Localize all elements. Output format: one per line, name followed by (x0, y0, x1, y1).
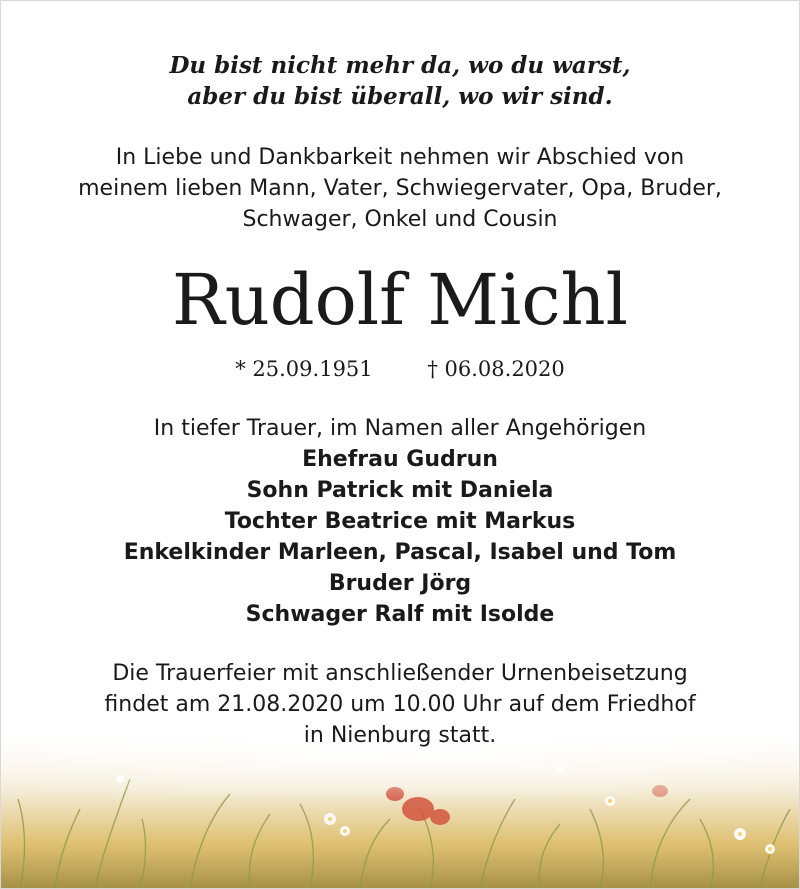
mourner-entry: Enkelkinder Marleen, Pascal, Isabel und Tom (123, 540, 677, 565)
intro-line: Schwager, Onkel und Cousin (242, 207, 558, 232)
mourners-list (0, 413, 800, 630)
life-dates (0, 354, 800, 384)
ceremony-line: Die Trauerfeier mit anschließender Urnenbeisetzung (112, 661, 688, 686)
intro-text (0, 142, 800, 235)
mourner-entry: Bruder Jörg (328, 571, 472, 596)
mourner-entry: Sohn Patrick mit Daniela (246, 478, 554, 503)
mourner-entry: Ehefrau Gudrun (302, 447, 498, 472)
motto-line: Du bist nicht mehr da, wo du warst, (169, 52, 631, 79)
mourner-entry: Tochter Beatrice mit Markus (224, 509, 576, 534)
birth-date: * 25.09.1951 (235, 357, 373, 381)
mourner-entry: Schwager Ralf mit Isolde (245, 602, 555, 627)
motto-quote (0, 50, 800, 112)
motto-line: aber du bist überall, wo wir sind. (187, 83, 613, 110)
ceremony-line: findet am 21.08.2020 um 10.00 Uhr auf dem Friedhof (104, 692, 696, 717)
intro-line: meinem lieben Mann, Vater, Schwiegervater, Opa, Bruder, (78, 176, 722, 201)
intro-line: In Liebe und Dankbarkeit nehmen wir Abschied von (115, 145, 685, 170)
deceased-name: Rudolf Michl (171, 259, 629, 341)
death-date: † 06.08.2020 (427, 357, 565, 381)
meadow-flowers-image (0, 739, 800, 889)
ceremony-line: in Nienburg statt. (303, 723, 497, 748)
ceremony-info (0, 658, 800, 751)
mourners-heading: In tiefer Trauer, im Namen aller Angehörigen (153, 416, 647, 441)
